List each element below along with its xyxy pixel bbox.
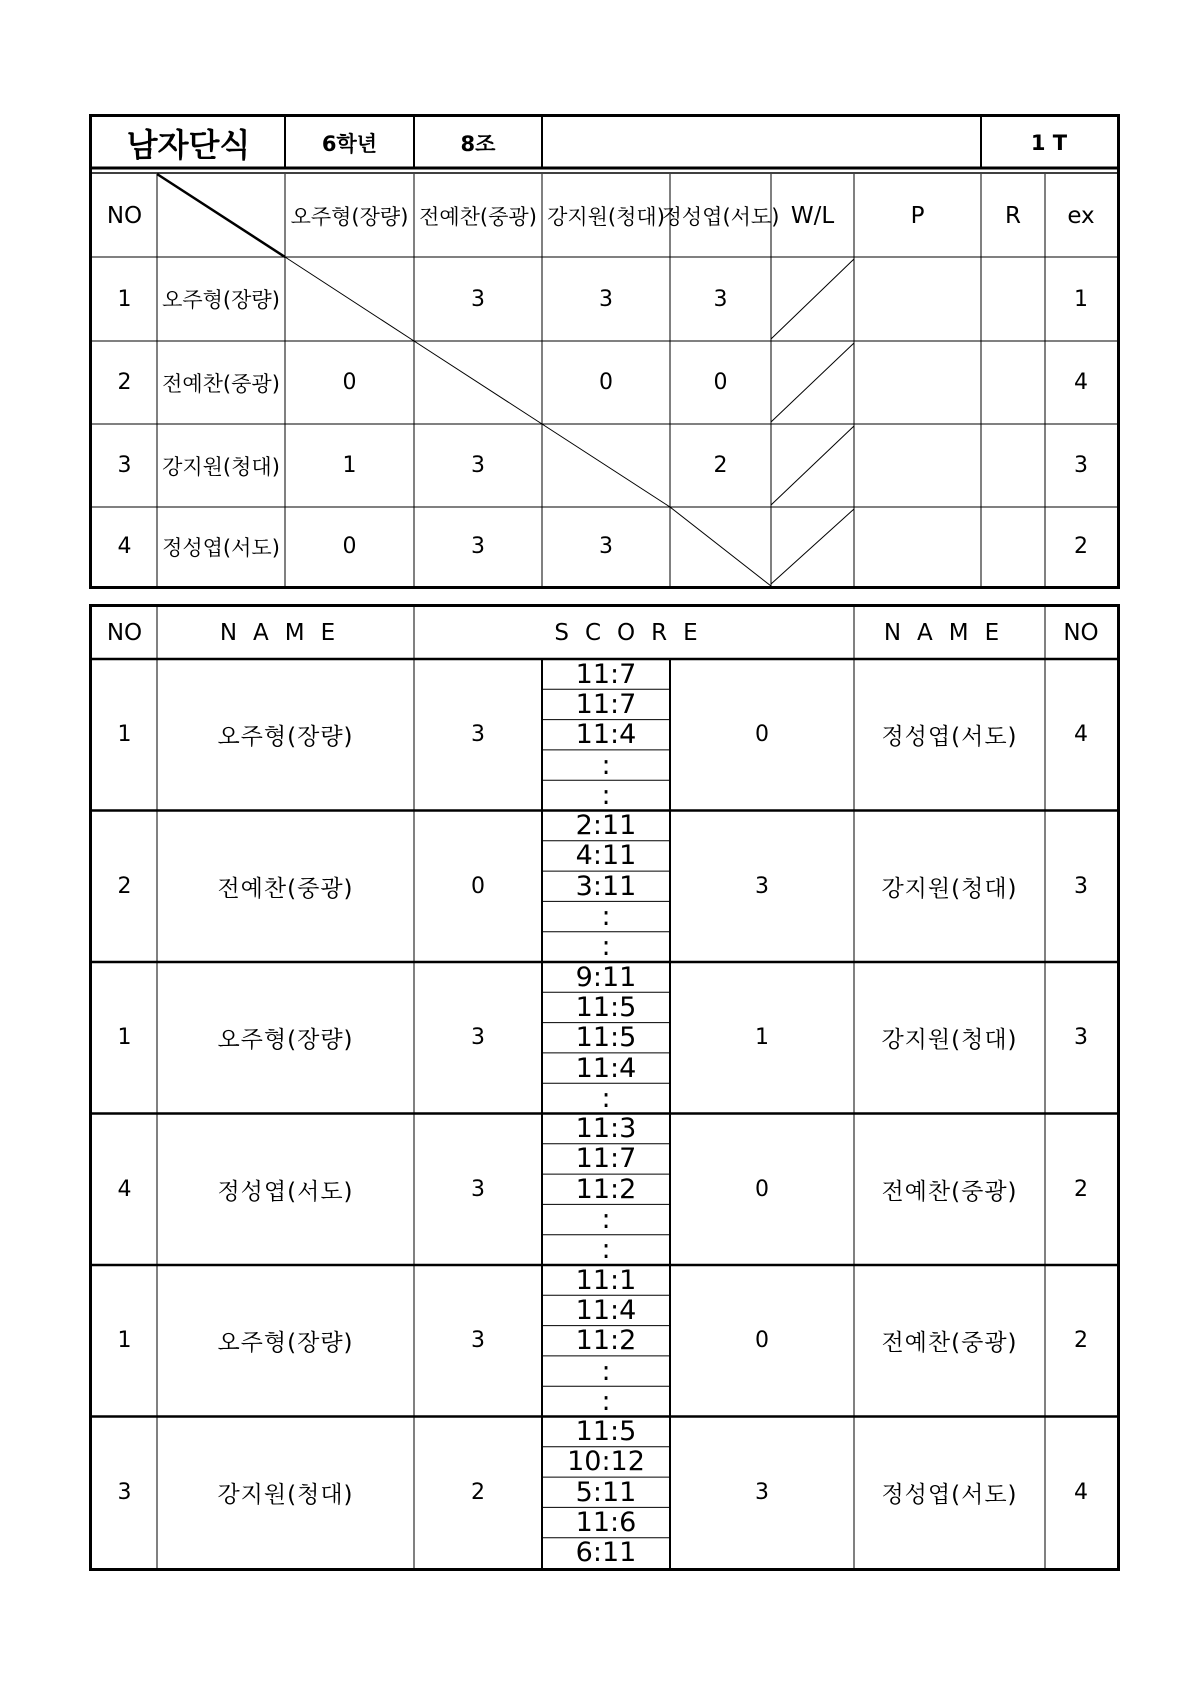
game-score: : [601,1355,611,1387]
header-r: R [1005,202,1021,229]
points-cell [854,424,981,507]
match-name-left: 전예찬(중광) [217,875,354,902]
wl-diagonal [771,509,854,584]
match-no-right: 2 [1074,1176,1088,1202]
game-score: 11:7 [575,1143,637,1175]
round-robin-table [89,114,1120,589]
header-p: P [910,202,925,229]
header-name-right: NAME [883,620,1016,646]
score-cell: 3 [713,286,728,312]
score-cell: 0 [713,370,728,395]
game-score: : [601,1385,611,1417]
match-name-right: 정성엽(서도) [881,1481,1018,1508]
match-name-left: 오주형(장량) [217,1330,354,1357]
game-score: 5:11 [575,1476,637,1508]
game-score: 9:11 [575,961,637,993]
game-score: 11:7 [575,688,637,720]
game-score: : [601,1082,611,1114]
score-cell: 0 [342,534,357,559]
points-cell [854,507,981,586]
header-no-left: NO [106,620,143,646]
game-score: 11:5 [575,991,637,1023]
game-score: 11:5 [575,1022,637,1054]
wl-diagonal [771,259,854,339]
game-score: 11:2 [575,1173,637,1205]
player-name: 전예찬(중광) [162,371,280,396]
score-cell: 3 [599,286,613,312]
self-diagonal [285,257,414,341]
ex-cell: 4 [1074,370,1088,395]
self-diagonal [414,341,542,424]
game-score: 11:4 [575,1052,637,1084]
game-score: 11:7 [575,658,637,690]
header-diagonal [157,174,285,257]
game-score: : [601,931,611,963]
event-title: 남자단식 [126,126,251,164]
ex-cell: 2 [1074,534,1088,559]
header-ex: ex [1067,202,1095,229]
game-score: 11:3 [575,1113,637,1145]
ex-cell: 3 [1074,453,1088,478]
score-cell: 0 [599,370,613,395]
game-score: 11:6 [575,1507,637,1539]
player-no: 4 [117,534,132,559]
match-no-left: 3 [117,1479,132,1505]
match-score-right: 0 [755,1328,769,1354]
header-no-right: NO [1063,620,1099,646]
game-score: 4:11 [575,840,637,872]
player-name: 정성엽(서도) [162,535,280,560]
game-score: 11:5 [575,1416,637,1448]
group-label: 8조 [460,132,496,156]
match-results-table [89,604,1120,1571]
game-score: : [601,901,611,933]
self-diagonal [542,424,670,507]
match-name-right: 강지원(청대) [881,1027,1018,1054]
match-score-right: 0 [755,722,769,748]
game-score: : [601,749,611,781]
blank-title-cell [542,117,981,169]
match-no-left: 2 [117,873,132,899]
rank-cell [981,424,1045,507]
score-cell: 3 [471,453,485,478]
match-score-left: 3 [471,1025,485,1051]
score-cell: 1 [342,453,357,478]
match-no-left: 1 [117,1025,132,1051]
game-score: 3:11 [575,870,637,902]
match-name-left: 오주형(장량) [217,724,354,751]
game-score: 11:2 [575,1325,637,1357]
match-no-left: 1 [117,722,132,748]
table-number: 1 T [1030,131,1068,155]
header-name-left: NAME [219,620,352,646]
match-name-left: 정성엽(서도) [217,1178,354,1205]
score-cell: 3 [599,534,613,559]
player-name: 오주형(장량) [162,288,280,312]
match-no-right: 3 [1074,873,1088,899]
player-name: 강지원(청대) [162,454,280,479]
self-diagonal [670,507,771,586]
ex-cell: 1 [1074,286,1088,312]
wl-diagonal [771,426,854,505]
header-player-3: 강지원(청대) [547,204,665,229]
match-score-right: 0 [755,1176,769,1202]
game-score: 6:11 [575,1537,637,1569]
match-name-left: 강지원(청대) [217,1481,354,1508]
match-score-left: 3 [471,722,485,748]
player-no: 1 [117,286,132,312]
score-cell: 3 [471,286,485,312]
player-no: 3 [117,453,132,478]
game-score: : [601,1234,611,1266]
rank-cell [981,507,1045,586]
game-score: 2:11 [575,810,637,842]
player-no: 2 [117,370,132,395]
rank-cell [981,257,1045,341]
header-player-1: 오주형(장량) [290,204,409,229]
score-cell: 3 [471,534,485,559]
game-score: 10:12 [567,1446,645,1478]
match-name-right: 강지원(청대) [881,875,1018,902]
game-score: : [601,1204,611,1236]
match-score-left: 3 [471,1176,485,1202]
match-no-left: 1 [117,1328,132,1354]
score-cell: 2 [713,453,728,478]
match-no-right: 4 [1074,1479,1088,1505]
points-cell [854,257,981,341]
score-cell: 0 [342,370,357,395]
match-score-left: 2 [471,1479,485,1505]
match-no-left: 4 [117,1176,132,1202]
grade-label: 6학년 [321,132,378,156]
header-score: SCORE [554,620,714,646]
match-score-right: 3 [755,873,769,899]
game-score: 11:4 [575,719,637,751]
match-no-right: 3 [1074,1025,1088,1051]
header-player-4: 정성엽(서도) [661,204,780,229]
rank-cell [981,341,1045,424]
game-score: 11:4 [575,1294,637,1326]
points-cell [854,341,981,424]
game-score: 11:1 [575,1264,637,1296]
header-player-2: 전예찬(중광) [419,204,537,229]
match-score-left: 0 [471,873,485,899]
match-name-right: 정성엽(서도) [881,724,1018,751]
header-no: NO [106,202,143,229]
match-name-right: 전예찬(중광) [881,1330,1018,1357]
header-wl: W/L [790,202,835,229]
match-score-right: 1 [755,1025,769,1051]
wl-diagonal [771,343,854,422]
game-score: : [601,779,611,811]
match-name-right: 전예찬(중광) [881,1178,1018,1205]
match-score-left: 3 [471,1328,485,1354]
match-score-right: 3 [755,1479,769,1505]
match-no-right: 4 [1074,722,1088,748]
match-no-right: 2 [1074,1328,1088,1354]
match-name-left: 오주형(장량) [217,1027,354,1054]
